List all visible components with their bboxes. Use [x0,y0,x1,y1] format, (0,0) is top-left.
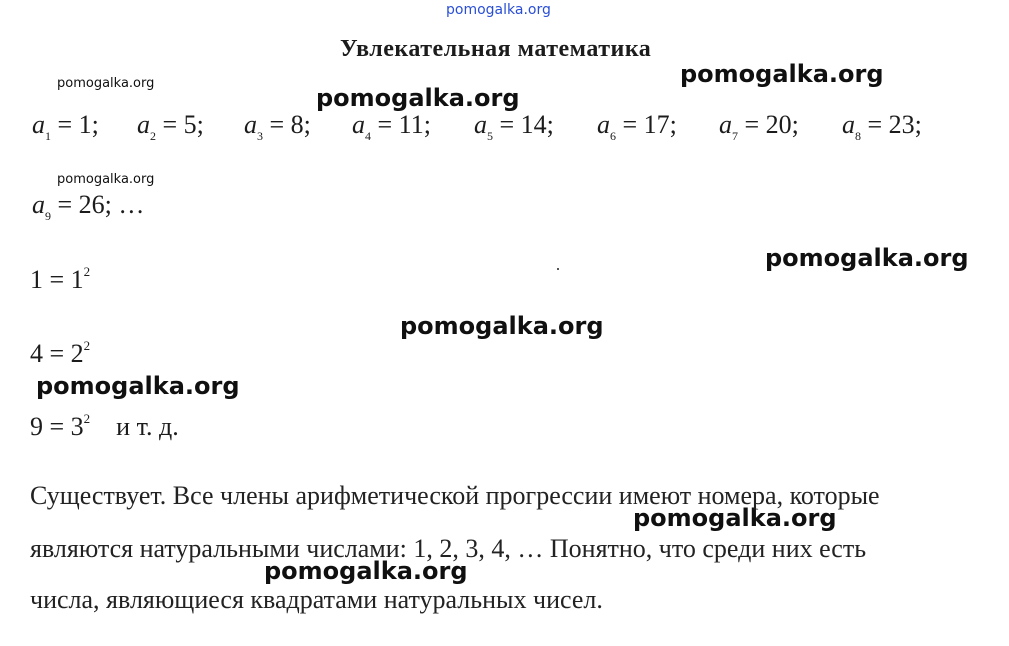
watermark: pomogalka.org [633,504,837,532]
watermark: pomogalka.org [316,84,520,112]
sequence-continuation: $a_9 = 26$; … [32,190,145,223]
sequence-term: $a_6 = 17$; [597,110,677,143]
page-title: Увлекательная математика [340,36,652,62]
sequence-term: $a_1 = 1$; [32,110,99,143]
watermark: pomogalka.org [36,372,240,400]
sequence-term: $a_3 = 8$; [244,110,311,143]
sequence-term: $a_4 = 11$; [352,110,431,143]
paragraph-line: Существует. Все члены арифметической прогрессии имеют номера, которые [30,481,880,510]
sequence-term: $a_7 = 20$; [719,110,799,143]
sequence-term: $a_2 = 5$; [137,110,204,143]
square-equation: $9 = 3^2$ и т. д. [30,411,179,441]
paragraph-line: числа, являющиеся квадратами натуральных чисел. [30,585,603,614]
square-equation: $1 = 1^2$ [30,264,91,294]
watermark: pomogalka.org [765,244,969,272]
sequence-term: $a_8 = 23$; [842,110,922,143]
watermark: pomogalka.org [680,60,884,88]
watermark: pomogalka.org [264,557,468,585]
square-equation: $4 = 2^2$ [30,338,91,368]
watermark: pomogalka.org [57,172,155,187]
watermark: pomogalka.org [400,312,604,340]
watermark: pomogalka.org [57,76,155,91]
watermark-top[interactable]: pomogalka.org [446,2,551,18]
paragraph-line: являются натуральными числами: 1, 2, 3, 4, … Понятно, что среди них есть [30,534,867,563]
stray-dot [557,268,559,270]
sequence-term: $a_5 = 14$; [474,110,554,143]
